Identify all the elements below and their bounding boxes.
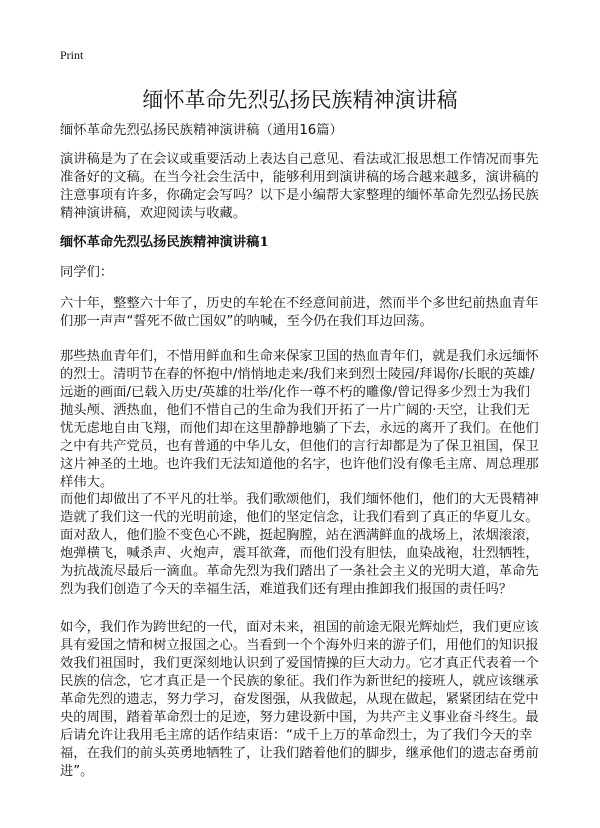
text-line: 而他们却做出了不平凡的壮举。我们歌颂他们，我们缅怀他们，他们的大无畏精神	[60, 492, 539, 507]
text-line: 面对敌人，他们脸不变色心不跳，挺起胸膛，站在洒满鲜血的战场上，浓烟滚滚，	[60, 528, 539, 543]
paragraph-3	[60, 491, 550, 599]
text-line: 为抗战流尽最后一滴血。革命先烈为我们踏出了一条社会主义的光明大道，革命先	[60, 564, 539, 579]
print-link[interactable]: Print	[60, 48, 84, 62]
text-line: 远逝的画面/已载入历史/英雄的壮举/化作一尊不朽的雕像/曾记得多少烈士为我们	[60, 385, 531, 400]
text-line: 后请允许让我用毛主席的话作结束语：“成千上万的革命烈士，为了我们今天的幸	[60, 728, 533, 743]
text-line: 造就了我们这一代的光明前途，他们的坚定信念，让我们看到了真正的华夏儿女。	[60, 510, 539, 525]
text-line: 炮弹横飞，喊杀声、火炮声，震耳欲聋，而他们没有胆怯，血染战袍，壮烈牺牲，	[60, 546, 539, 561]
text-line: 样伟大。	[60, 475, 114, 490]
text-line: 的烈士。清明节在春的怀抱中/悄悄地走来/我们来到烈士陵园/拜谒你/长眠的英雄/	[60, 367, 535, 382]
text-line: 福，在我们的前头英勇地牺牲了，让我们踏着他们的脚步，继承他们的遗志奋勇前	[60, 746, 539, 761]
text-line: 忧无虑地自由飞翔，而他们却在这里静静地躺了下去，永远的离开了我们。在他们	[60, 421, 539, 436]
text-line: 精神演讲稿，欢迎阅读与收藏。	[60, 206, 247, 221]
greeting: 同学们：	[60, 265, 114, 280]
section-heading: 缅怀革命先烈弘扬民族精神演讲稿1	[60, 235, 269, 250]
text-line: 效我们祖国时，我们更深刻地认识到了爱国情操的巨大动力。它才真正代表着一个	[60, 656, 539, 671]
text-line: 们那一声声“誓死不做亡国奴”的呐喊，至今仍在我们耳边回荡。	[60, 314, 433, 329]
text-line: 具有爱国之情和树立报国之心。当看到一个个海外归来的游子们，用他们的知识报	[60, 638, 539, 653]
text-line: 进”。	[60, 764, 94, 779]
text-line: 如今，我们作为跨世纪的一代，面对未来，祖国的前途无限光辉灿烂，我们更应该	[60, 620, 539, 635]
paragraph-2	[60, 348, 550, 492]
text-line: 注意事项有许多，你确定会写吗？以下是小编帮大家整理的缅怀革命先烈弘扬民族	[60, 188, 539, 203]
page-title: 缅怀革命先烈弘扬民族精神演讲稿	[142, 88, 458, 112]
text-line: 央的周围，踏着革命烈士的足迹，努力建设新中国，为共产主义事业奋斗终生。最	[60, 710, 539, 725]
paragraph-4	[60, 619, 550, 781]
text-line: 抛头颅、洒热血，他们不惜自己的生命为我们开拓了一片广阔的·天空，让我们无	[60, 403, 530, 418]
text-line: 准备好的文稿。在当今社会生活中，能够利用到演讲稿的场合越来越多，演讲稿的	[60, 170, 539, 185]
paragraph-1	[60, 295, 550, 331]
subtitle: 缅怀革命先烈弘扬民族精神演讲稿（通用16篇）	[60, 123, 343, 138]
text-line: 之中有共产党员，也有普通的中华儿女，但他们的言行却都是为了保卫祖国，保卫	[60, 439, 539, 454]
text-line: 六十年，整整六十年了，历史的车轮在不经意间前进，然而半个多世纪前热血青年	[60, 296, 539, 311]
text-line: 革命先烈的遗志，努力学习，奋发图强，从我做起，从现在做起，紧紧团结在党中	[60, 692, 539, 707]
text-line: 民族的信念，它才真正是一个民族的象征。我们作为新世纪的接班人，就应该继承	[60, 674, 539, 689]
text-line: 这片神圣的土地。也许我们无法知道他的名字，也许他们没有像毛主席、周总理那	[60, 457, 539, 472]
intro-paragraph	[60, 151, 550, 223]
text-line: 烈为我们创造了今天的幸福生活，难道我们还有理由推卸我们报国的责任吗？	[60, 582, 513, 597]
text-line: 那些热血青年们，不惜用鲜血和生命来保家卫国的热血青年们，就是我们永远缅怀	[60, 349, 539, 364]
text-line: 演讲稿是为了在会议或重要活动上表达自己意见、看法或汇报思想工作情况而事先	[60, 152, 539, 167]
